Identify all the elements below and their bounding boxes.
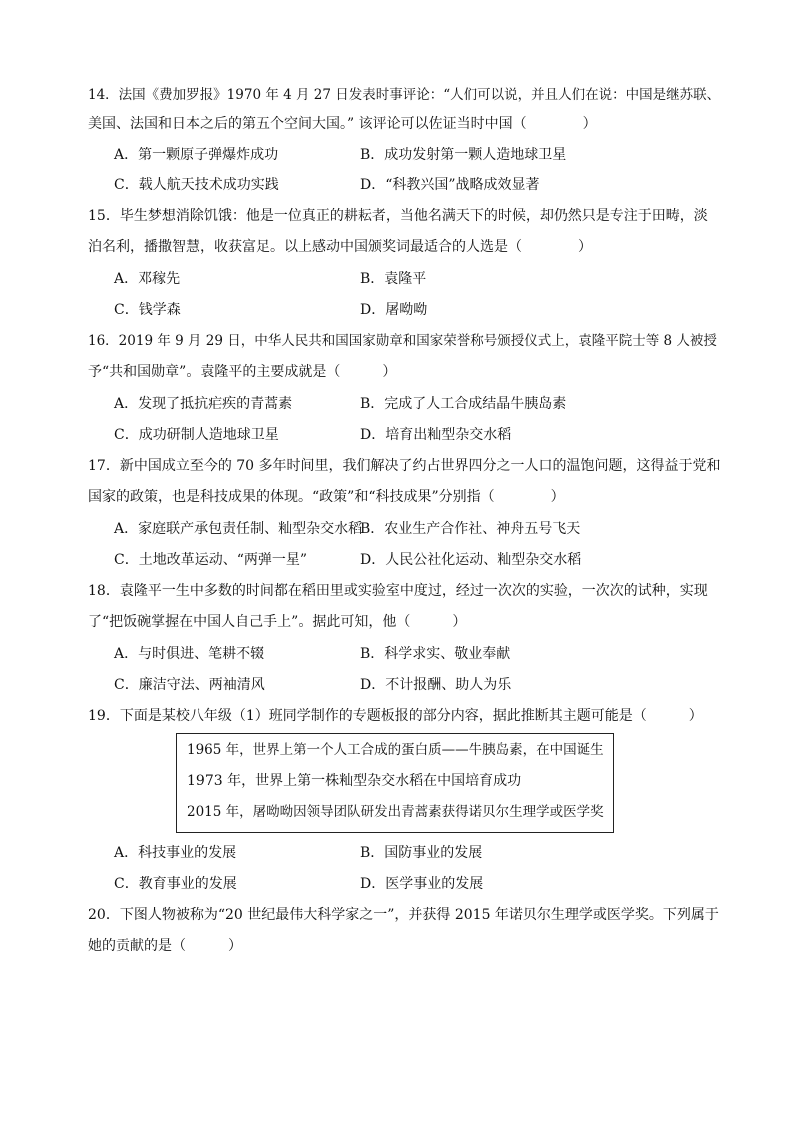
q18-option-b: B．科学求实、敬业奉献: [360, 646, 511, 662]
q17-option-d: D．人民公社化运动、籼型杂交水稻: [360, 552, 582, 568]
q15-option-b: B．袁隆平: [360, 271, 427, 287]
q19-option-a: A．科技事业的发展: [114, 845, 237, 861]
q16-option-d: D．培育出籼型杂交水稻: [360, 427, 512, 443]
q18-option-c: C．廉洁守法、两袖清风: [114, 677, 265, 693]
q16-option-c: C．成功研制人造地球卫星: [114, 427, 279, 443]
q19-option-c: C．教育事业的发展: [114, 876, 237, 892]
q15-stem-line2: 泊名利，播撒智慧，收获富足。以上感动中国颁奖词最适合的人选是（ ）: [88, 239, 592, 255]
q17-option-c: C．土地改革运动、“两弹一星”: [114, 552, 308, 568]
q14-option-d: D．“科教兴国”战略成效显著: [360, 177, 540, 193]
q14-option-b: B．成功发射第一颗人造地球卫星: [360, 147, 567, 163]
q19-option-b: B．国防事业的发展: [360, 845, 483, 861]
q15-stem-line1: 15．毕生梦想消除饥饿：他是一位真正的耕耘者，当他名满天下的时候，却仍然只是专注于田畴，淡: [88, 208, 708, 224]
q17-stem-line1: 17．新中国成立至今的 70 多年时间里，我们解决了约占世界四分之一人口的温饱问题，这得益于党和: [88, 458, 721, 474]
q18-stem-line1: 18．袁隆平一生中多数的时间都在稻田里或实验室中度过，经过一次次的实验，一次次的试种，实现: [88, 583, 708, 599]
q19-board-table: [176, 733, 614, 833]
q18-option-d: D．不计报酬、助人为乐: [360, 677, 512, 693]
q16-option-a: A．发现了抵抗疟疾的青蒿素: [114, 396, 293, 412]
q17-option-a: A．家庭联产承包责任制、籼型杂交水稻: [114, 521, 363, 537]
q14-stem-line1: 14．法国《费加罗报》1970 年 4 月 27 日发表时事评论：“人们可以说，并且人们在说：中国是继苏联、: [88, 87, 721, 103]
q14-option-c: C．载人航天技术成功实践: [114, 177, 279, 193]
q19-option-d: D．医学事业的发展: [360, 876, 484, 892]
q19-table-row-1: 1965 年，世界上第一个人工合成的蛋白质——牛胰岛素，在中国诞生: [187, 742, 604, 758]
q14-stem-line2: 美国、法国和日本之后的第五个空间大国。” 该评论可以佐证当时中国（ ）: [88, 116, 597, 132]
q15-option-d: D．屠呦呦: [360, 302, 428, 318]
q17-stem-line2: 国家的政策，也是科技成果的体现。“政策”和“科技成果”分别指（ ）: [88, 489, 565, 505]
q18-option-a: A．与时俱进、笔耕不辍: [114, 646, 265, 662]
q19-stem-line1: 19．下面是某校八年级（1）班同学制作的专题板报的部分内容，据此推断其主题可能是（ ）: [88, 708, 703, 724]
q17-option-b: B．农业生产合作社、神舟五号飞天: [360, 521, 581, 537]
q16-stem-line2: 予“共和国勋章”。袁隆平的主要成就是（ ）: [88, 364, 397, 380]
q16-stem-line1: 16．2019 年 9 月 29 日，中华人民共和国国家勋章和国家荣誉称号颁授仪式上，袁隆平院士等 8 人被授: [88, 333, 717, 349]
q19-table-row-3: 2015 年，屠呦呦因领导团队研发出青蒿素获得诺贝尔生理学或医学奖: [187, 804, 604, 820]
q15-option-a: A．邓稼先: [114, 271, 181, 287]
q16-option-b: B．完成了人工合成结晶牛胰岛素: [360, 396, 567, 412]
q19-table-row-2: 1973 年，世界上第一株籼型杂交水稻在中国培育成功: [187, 773, 522, 789]
q18-stem-line2: 了“把饭碗掌握在中国人自己手上”。据此可知，他（ ）: [88, 614, 467, 630]
q15-option-c: C．钱学森: [114, 302, 181, 318]
q14-option-a: A．第一颗原子弹爆炸成功: [114, 147, 279, 163]
q20-stem-line2: 她的贡献的是（ ）: [88, 938, 242, 954]
q20-stem-line1: 20．下图人物被称为“20 世纪最伟大科学家之一”，并获得 2015 年诺贝尔生理学或医学奖。下列属于: [88, 907, 719, 923]
